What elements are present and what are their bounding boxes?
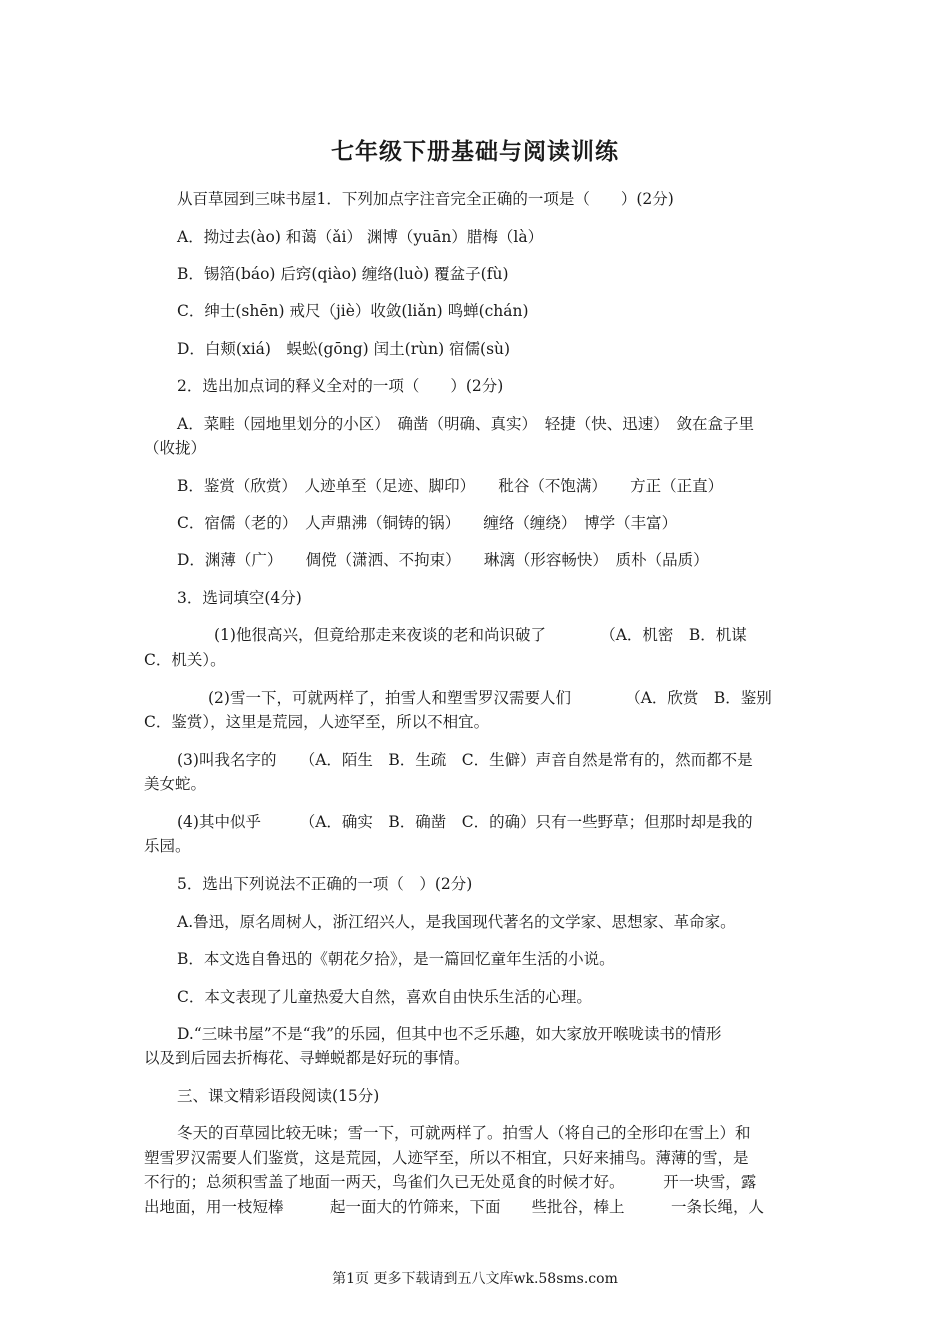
section3-heading: 三、课文精彩语段阅读(15分) [177, 1087, 380, 1105]
q3-sentence-4: (4)其中似乎 （A．确实 B．确凿 C．的确）只有一些野草；但那时却是我的 [177, 813, 753, 831]
reading-line-2: 塑雪罗汉需要人们鉴赏，这是荒园，人迹罕至，所以不相宜，只好来捕鸟。薄薄的雪，是 [144, 1149, 749, 1167]
q2-stem: 2．选出加点词的释义全对的一项（ ）(2分) [177, 377, 504, 395]
q5-option-d: D.“三味书屋”不是“我”的乐园，但其中也不乏乐趣，如大家放开喉咙读书的情形 [177, 1025, 722, 1043]
q3-sentence-1: (1)他很高兴，但竟给那走来夜谈的老和尚识破了 （A．机密 B．机谋 [214, 626, 747, 644]
q5-option-d-cont: 以及到后园去折梅花、寻蝉蜕都是好玩的事情。 [144, 1049, 470, 1067]
q3-sentence-2: (2)雪一下，可就两样了，拍雪人和塑雪罗汉需要人们 （A．欣赏 B．鉴别 [208, 689, 772, 707]
reading-line-1: 冬天的百草园比较无味；雪一下，可就两样了。拍雪人（将自己的全形印在雪上）和 [177, 1124, 751, 1142]
q5-option-a: A.鲁迅，原名周树人，浙江绍兴人，是我国现代著名的文学家、思想家、革命家。 [177, 913, 736, 931]
q2-option-a: A．菜畦（园地里划分的小区） 确凿（明确、真实） 轻捷（快、迅速） 敛在盒子里 [177, 415, 754, 433]
page-footer: 第1页 更多下载请到五八文库wk.58sms.com [332, 1271, 618, 1287]
q5-option-b: B．本文选自鲁迅的《朝花夕拾》，是一篇回忆童年生活的小说。 [177, 950, 615, 968]
q1-option-b: B．锡箔(báo) 后窍(qiào) 缠络(luò) 覆盆子(fù) [177, 265, 509, 283]
q5-option-c: C．本文表现了儿童热爱大自然，喜欢自由快乐生活的心理。 [177, 988, 592, 1006]
q3-stem: 3．选词填空(4分) [177, 589, 302, 607]
q3-sentence-1-cont: C．机关）。 [144, 651, 226, 669]
q2-option-d: D．渊薄（广） 倜傥（潇洒、不拘束） 琳漓（形容畅快） 质朴（品质） [177, 551, 709, 569]
q1-option-a: A．拗过去(ào) 和蔼（ǎi） 渊博（yuān）腊梅（là） [177, 228, 544, 246]
q1-option-d: D．白颊(xiá) 蜈蚣(gōng) 闰土(rùn) 宿儒(sù) [177, 340, 511, 358]
reading-line-4: 出地面，用一枝短棒 起一面大的竹筛来，下面 些批谷，棒上 一条长绳，人 [144, 1198, 765, 1216]
q3-sentence-2-cont: C．鉴赏），这里是荒园，人迹罕至，所以不相宜。 [144, 713, 490, 731]
q1-option-c: C．绅士(shēn) 戒尺（jiè）收敛(liǎn) 鸣蝉(chán) [177, 302, 529, 320]
reading-line-3: 不行的；总须积雪盖了地面一两天，鸟雀们久已无处觅食的时候才好。 开一块雪，露 [144, 1173, 757, 1191]
q3-sentence-4-cont: 乐园。 [144, 837, 191, 855]
q3-sentence-3-cont: 美女蛇。 [144, 775, 207, 793]
q5-stem: 5．选出下列说法不正确的一项（ ）(2分) [177, 875, 473, 893]
q1-stem: 从百草园到三味书屋1．下列加点字注音完全正确的一项是（ ）(2分) [177, 190, 674, 208]
q2-option-a-cont: （收拢） [144, 439, 207, 457]
q2-option-c: C．宿儒（老的） 人声鼎沸（铜铸的锅） 缠络（缠绕） 博学（丰富） [177, 514, 678, 532]
q3-sentence-3: (3)叫我名字的 （A．陌生 B．生疏 C．生僻）声音自然是常有的，然而都不是 [177, 751, 753, 769]
page-title: 七年级下册基础与阅读训练 [331, 138, 619, 165]
q2-option-b: B．鉴赏（欣赏） 人迹单至（足迹、脚印） 秕谷（不饱满） 方正（正直） [177, 477, 724, 495]
